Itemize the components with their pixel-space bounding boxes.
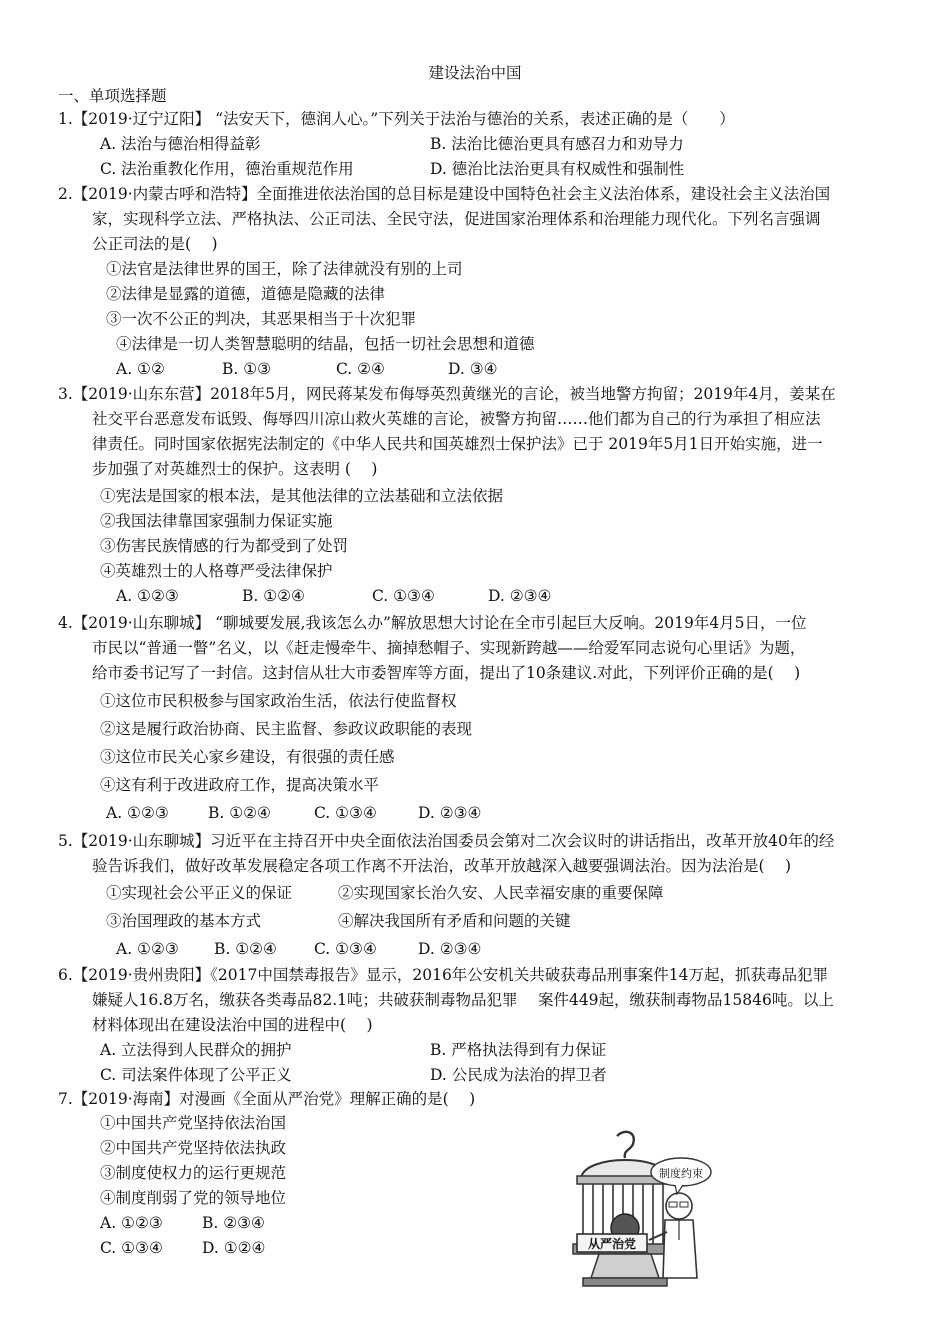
q4-statement-4: ④这有利于改进政府工作，提高决策水平	[100, 776, 380, 794]
q5-option-d: D. ②③④	[418, 940, 482, 958]
q7-statement-2: ②中国共产党坚持依法执政	[100, 1139, 287, 1157]
q1-option-c: C. 法治重教化作用，德治重规范作用	[100, 160, 354, 178]
q4-option-d: D. ②③④	[418, 804, 482, 822]
q1-stem: 1.【2019·辽宁辽阳】 “法安天下，德润人心。”下列关于法治与德治的关系，表述正确的是（ ）	[58, 110, 735, 128]
q3-stem-line4: 步加强了对英雄烈士的保护。这表明 ( )	[92, 460, 378, 478]
q6-option-b: B. 严格执法得到有力保证	[430, 1041, 607, 1059]
q7-option-d: D. ①②④	[202, 1239, 266, 1257]
q4-stem-line1: 4.【2019·山东聊城】 “聊城要发展,我该怎么办”解放思想大讨论在全市引起巨大反响。2019年4月5日，一位	[58, 614, 807, 632]
q3-option-d: D. ②③④	[488, 587, 552, 605]
q6-stem-line3: 材料体现出在建设法治中国的进程中( )	[92, 1016, 373, 1034]
q3-option-c: C. ①③④	[372, 587, 435, 605]
q5-option-c: C. ①③④	[314, 940, 377, 958]
q2-statement-3: ③一次不公正的判决，其恶果相当于十次犯罪	[106, 310, 417, 328]
q1-option-a: A. 法治与德治相得益彰	[100, 135, 261, 153]
q6-option-d: D. 公民成为法治的捍卫者	[430, 1066, 607, 1084]
q3-statement-4: ④英雄烈士的人格尊严受法律保护	[100, 562, 333, 580]
q4-statement-3: ③这位市民关心家乡建设，有很强的责任感	[100, 748, 395, 766]
q4-option-a: A. ①②③	[106, 804, 169, 822]
q2-stem-line3: 公正司法的是( )	[92, 235, 218, 253]
q4-statement-2: ②这是履行政治协商、民主监督、参政议政职能的表现	[100, 720, 473, 738]
q5-stem-line1: 5.【2019·山东聊城】习近平在主持召开中央全面依法治国委员会第对二次会议时的讲话指出，改革开放40年的经	[58, 832, 835, 850]
q4-stem-line3: 给市委书记写了一封信。这封信从壮大市委智库等方面，提出了10条建议.对此，下列评价正确的是( )	[92, 664, 801, 682]
q4-stem-line2: 市民以“普通一瞥”名义，以《赶走慢牵牛、摘掉愁帽子、实现新跨越——给爱军同志说句心里话》为题，	[92, 639, 806, 657]
q5-option-a: A. ①②③	[116, 940, 179, 958]
q5-stem-line2: 验告诉我们，做好改革发展稳定各项工作离不开法治，改革开放越深入越要强调法治。因为法治是( )	[92, 857, 792, 875]
cartoon-sign-text: 从严治党	[587, 1237, 637, 1251]
q7-statement-4: ④制度削弱了党的领导地位	[100, 1189, 287, 1207]
q2-statement-1: ①法官是法律世界的国王，除了法律就没有别的上司	[106, 260, 463, 278]
q3-option-a: A. ①②③	[116, 587, 179, 605]
q3-stem-line2: 社交平台恶意发布诋毁、侮辱四川凉山救火英雄的言论，被警方拘留……他们都为自己的行为承担了相应法	[92, 410, 821, 428]
q2-stem-line1: 2.【2019·内蒙古呼和浩特】全面推进依法治国的总目标是建设中国特色社会主义法治体系，建设社会主义法治国	[58, 185, 831, 203]
q4-option-b: B. ①②④	[208, 804, 271, 822]
q3-stem-line3: 律责任。同时国家依据宪法制定的《中华人民共和国英雄烈士保护法》已于 2019年5月1日开始实施，进一	[92, 435, 823, 453]
q3-stem-line1: 3.【2019·山东东营】2018年5月，网民蒋某发布侮辱英烈黄继光的言论，被当地警方拘留；2019年4月，姜某在	[58, 385, 836, 403]
page-title: 建设法治中国	[428, 64, 522, 82]
cartoon-bubble-text: 制度约束	[659, 1167, 703, 1180]
q7-option-c: C. ①③④	[100, 1239, 163, 1257]
q2-option-c: C. ②④	[336, 360, 385, 378]
q2-statement-2: ②法律是显露的道德，道德是隐藏的法律	[106, 285, 386, 303]
q2-option-b: B. ①③	[222, 360, 272, 378]
q7-statement-3: ③制度使权力的运行更规范	[100, 1164, 287, 1182]
q7-option-a: A. ①②③	[100, 1214, 163, 1232]
q5-statement-1: ①实现社会公平正义的保证	[106, 884, 293, 902]
q4-statement-1: ①这位市民积极参与国家政治生活，依法行使监督权	[100, 692, 457, 710]
q5-statement-2: ②实现国家长治久安、人民幸福安康的重要保障	[338, 884, 664, 902]
q2-stem-line2: 家，实现科学立法、严格执法、公正司法、全民守法，促进国家治理体系和治理能力现代化。下列名言强调	[92, 210, 821, 228]
q6-stem-line2: 嫌疑人16.8万名，缴获各类毒品82.1吨；共破获制毒物品犯罪 案件449起，缴获制毒物品15846吨。以上	[92, 991, 834, 1009]
q2-statement-4: ④法律是一切人类智慧聪明的结晶，包括一切社会思想和道德	[116, 335, 535, 353]
section-heading: 一、单项选择题	[58, 87, 167, 105]
q4-option-c: C. ①③④	[314, 804, 377, 822]
q6-option-a: A. 立法得到人民群众的拥护	[100, 1041, 292, 1059]
q6-stem-line1: 6.【2019·贵州贵阳】《2017中国禁毒报告》显示，2016年公安机关共破获毒品刑事案件14万起，抓获毒品犯罪	[58, 966, 829, 984]
q3-option-b: B. ①②④	[242, 587, 305, 605]
q2-option-a: A. ①②	[116, 360, 165, 378]
q5-option-b: B. ①②④	[214, 940, 277, 958]
q5-statement-3: ③治国理政的基本方式	[106, 912, 262, 930]
q1-option-d: D. 德治比法治更具有权威性和强制性	[430, 160, 685, 178]
q6-option-c: C. 司法案件体现了公平正义	[100, 1066, 292, 1084]
q7-stem: 7.【2019·海南】对漫画《全面从严治党》理解正确的是( )	[58, 1090, 476, 1108]
q3-statement-3: ③伤害民族情感的行为都受到了处罚	[100, 537, 349, 555]
q5-statement-4: ④解决我国所有矛盾和问题的关键	[338, 912, 571, 930]
q7-option-b: B. ②③④	[202, 1214, 265, 1232]
q2-option-d: D. ③④	[448, 360, 498, 378]
q7-statement-1: ①中国共产党坚持依法治国	[100, 1114, 287, 1132]
party-discipline-cartoon	[555, 1128, 715, 1298]
q3-statement-2: ②我国法律靠国家强制力保证实施	[100, 512, 333, 530]
q3-statement-1: ①宪法是国家的根本法，是其他法律的立法基础和立法依据	[100, 487, 504, 505]
q1-option-b: B. 法治比德治更具有感召力和劝导力	[430, 135, 684, 153]
